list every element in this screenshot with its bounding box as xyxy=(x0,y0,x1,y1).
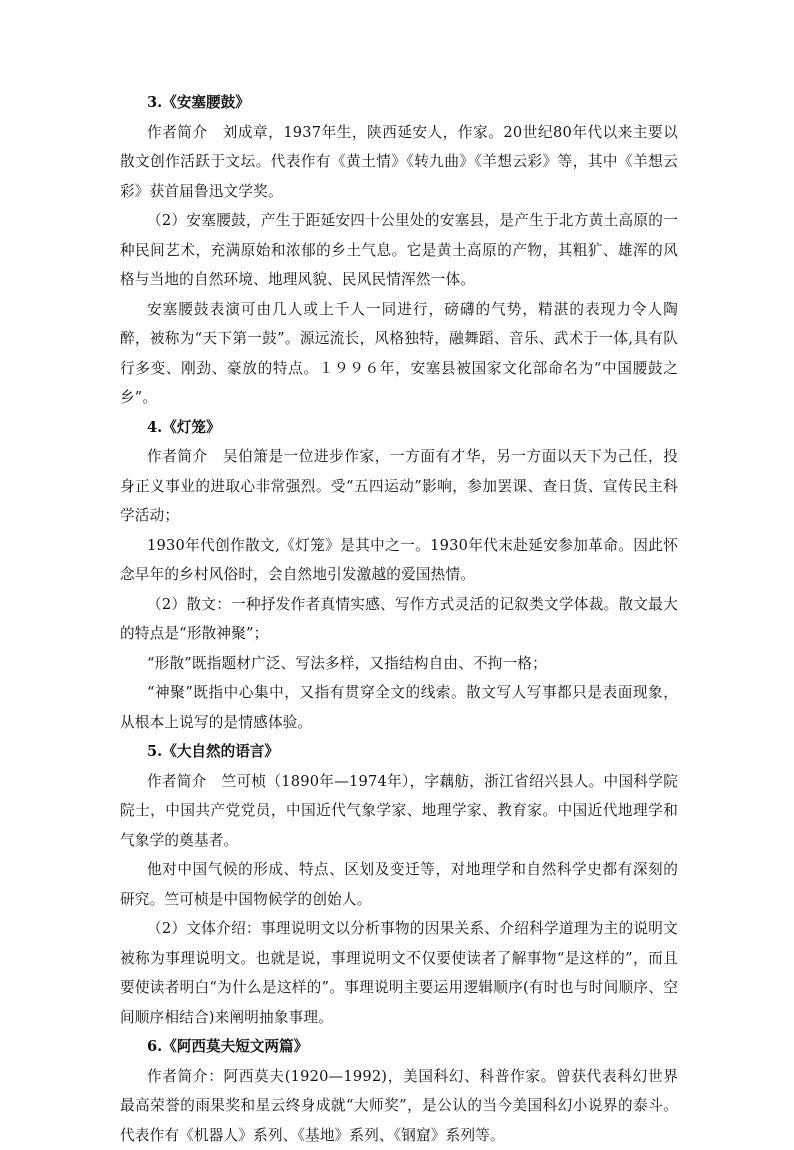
section-heading-asimov: 6.《阿西莫夫短文两篇》 xyxy=(120,1032,678,1062)
paragraph-climate-research: 他对中国气候的形成、特点、区划及变迁等，对地理学和自然科学史都有深刻的研究。竺可桢是中国物候学的创始人。 xyxy=(120,855,678,914)
paragraph-author-zhu-kezhen: 作者简介 竺可桢（1890年—1974年），字藕舫，浙江省绍兴县人。中国科学院院士，中国共产党党员，中国近代气象学家、地理学家、教育家。中国近代地理学和气象学的奠基者。 xyxy=(120,767,678,856)
section-heading-nature-language: 5.《大自然的语言》 xyxy=(120,737,678,767)
paragraph-ansai-performance: 安塞腰鼓表演可由几人或上千人一同进行，磅礴的气势，精湛的表现力令人陶醉，被称为“天下第一鼓”。源远流长，风格独特，融舞蹈、音乐、武术于一体,具有队行多变、刚劲、豪放的特点。１９９６年，安塞县被国家文化部命名为“中国腰鼓之乡”。 xyxy=(120,295,678,413)
paragraph-prose-definition: （2）散文：一种抒发作者真情实感、写作方式灵活的记叙类文学体裁。散文最大的特点是“形散神聚”； xyxy=(120,590,678,649)
paragraph-xingsan: “形散”既指题材广泛、写法多样，又指结构自由、不拘一格； xyxy=(120,649,678,679)
section-heading-ansai-yaogu: 3.《安塞腰鼓》 xyxy=(120,88,678,118)
paragraph-1930s-works: 1930年代创作散文,《灯笼》是其中之一。1930年代末赴延安参加革命。因此怀念早年的乡村风俗时，会自然地引发激越的爱国热情。 xyxy=(120,531,678,590)
paragraph-author-liu-chengzhang: 作者简介 刘成章，1937年生，陕西延安人，作家。20世纪80年代以来主要以散文创作活跃于文坛。代表作有《黄土情》《转九曲》《羊想云彩》等，其中《羊想云彩》获首届鲁迅文学奖。 xyxy=(120,118,678,207)
paragraph-author-asimov: 作者简介：阿西莫夫(1920—1992)，美国科幻、科普作家。曾获代表科幻世界最高荣誉的雨果奖和星云终身成就“大师奖”，是公认的当今美国科幻小说界的泰斗。代表作有《机器人》系列、《基地》系列、《钢窟》系列等。 xyxy=(120,1062,678,1150)
paragraph-genre-intro: （2）文体介绍：事理说明文以分析事物的因果关系、介绍科学道理为主的说明文被称为事理说明文。也就是说，事理说明文不仅要使读者了解事物“是这样的”，而且要使读者明白“为什么是这样的”。事理说明主要运用逻辑顺序(有时也与时间顺序、空间顺序相结合)来阐明抽象事理。 xyxy=(120,914,678,1032)
paragraph-shenju: “神聚”既指中心集中，又指有贯穿全文的线索。散文写人写事都只是表面现象，从根本上说写的是情感体验。 xyxy=(120,678,678,737)
paragraph-ansai-intro: （2）安塞腰鼓，产生于距延安四十公里处的安塞县，是产生于北方黄土高原的一种民间艺术，充满原始和浓郁的乡土气息。它是黄土高原的产物，其粗犷、雄浑的风格与当地的自然环境、地理风貌、民风民情浑然一体。 xyxy=(120,206,678,295)
document-body xyxy=(120,88,678,1150)
section-heading-denglong: 4.《灯笼》 xyxy=(120,413,678,443)
paragraph-author-wu-boxiao: 作者简介 吴伯箫是一位进步作家，一方面有才华，另一方面以天下为己任，投身正义事业的进取心非常强烈。受“五四运动”影响，参加罢课、查日货、宣传民主科学活动； xyxy=(120,442,678,531)
